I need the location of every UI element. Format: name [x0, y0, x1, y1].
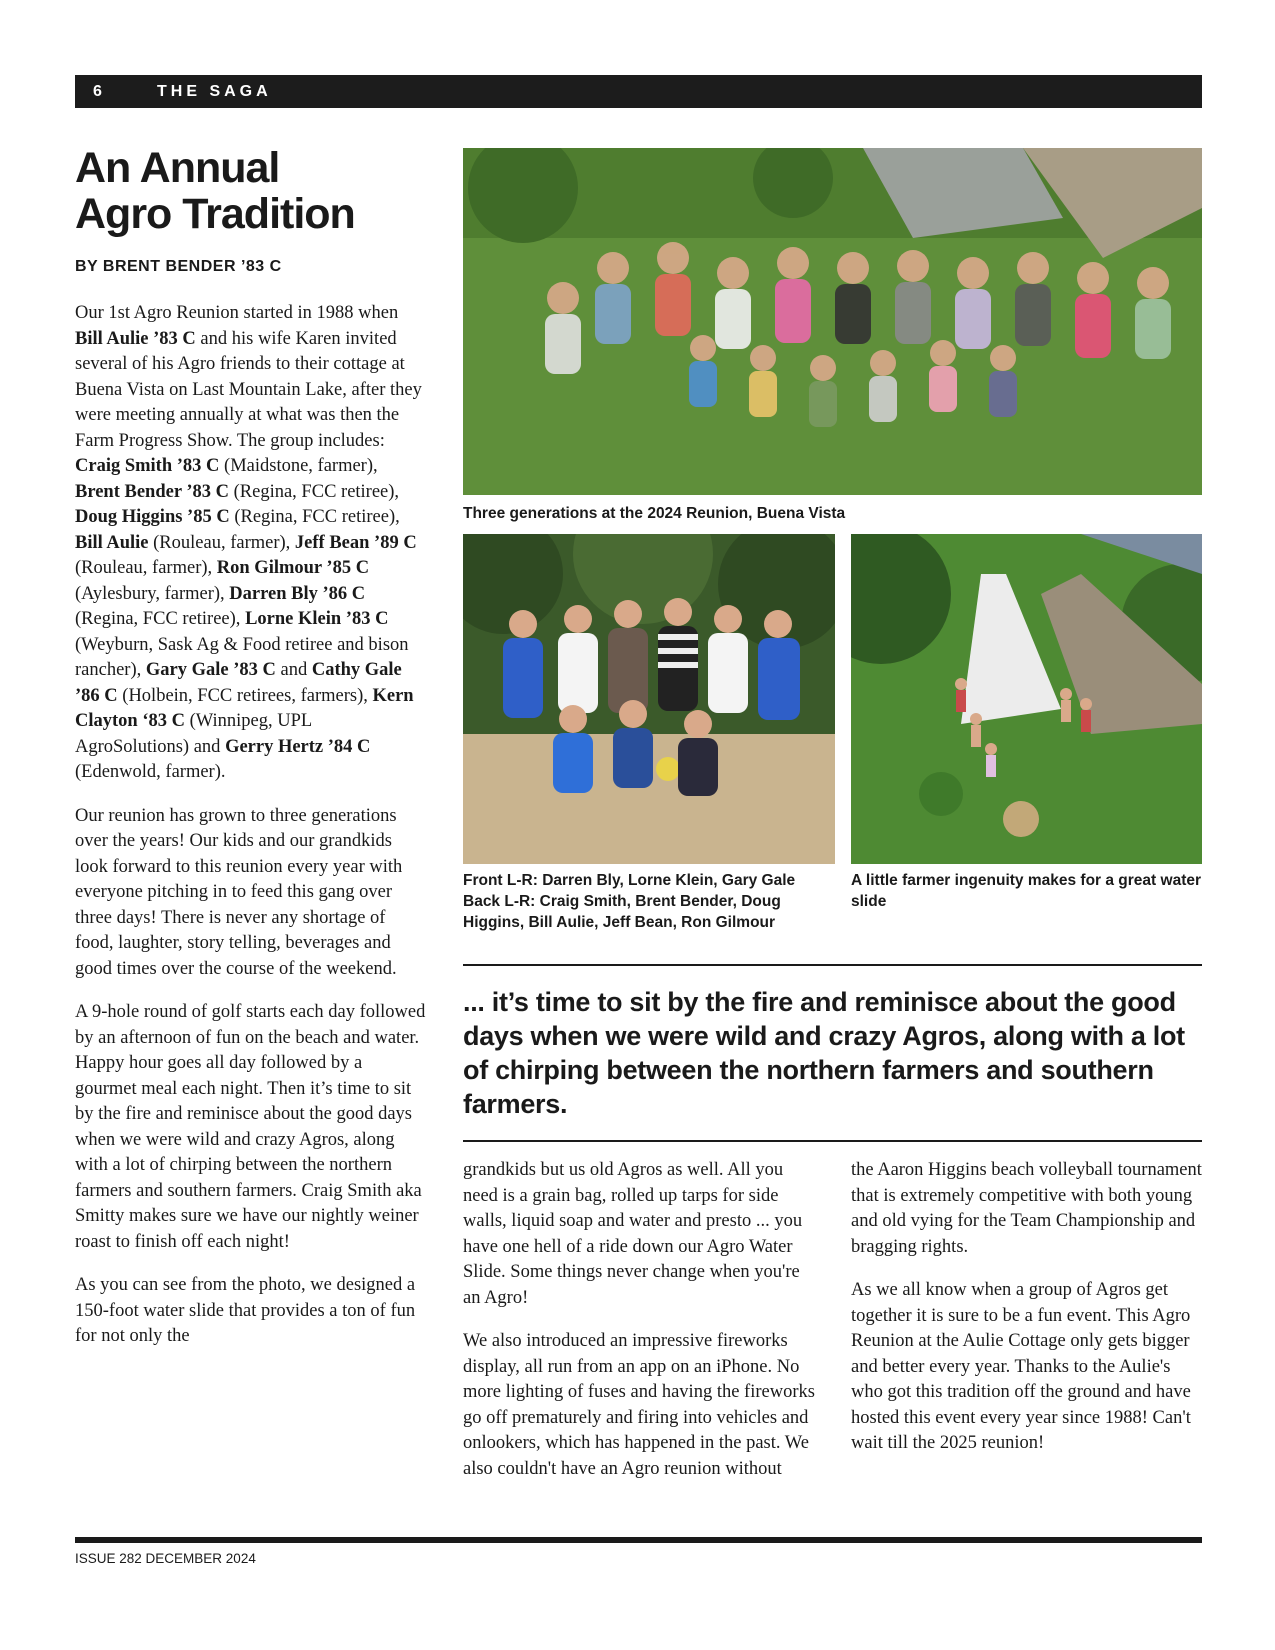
name-doug-higgins: Doug Higgins ’85 C — [75, 507, 230, 527]
name-kern-clayton: Kern Clayton ‘83 C — [75, 685, 414, 731]
publication-name: THE SAGA — [157, 83, 272, 100]
article-column-2 — [463, 1158, 815, 1500]
caption-volleyball-group: Front L-R: Darren Bly, Lorne Klein, Gary Gale Back L-R: Craig Smith, Brent Bender, Doug Higgins, Bill Aulie, Jeff Bean, Ron Gilmour — [463, 872, 796, 931]
caption-reunion-group: Three generations at the 2024 Reunion, Buena Vista — [463, 505, 846, 522]
name-bill-aulie-2: Bill Aulie — [75, 532, 149, 553]
page-number: 6 — [93, 83, 106, 100]
paragraph-intro: Our 1st Agro Reunion started in 1988 when Bill Aulie ’83 C and his wife Karen invited several of his Agro friends to their cottage at Buena Vista on Last Mountain Lake, after they were meeting annually at what was then the Farm Progress Show. The group includes: Craig Smith ’83 C (Maidstone, farmer), Brent Bender ’83 C (Regina, FCC retiree), Doug Higgins ’85 C (Regina, FCC retiree), Bill Aulie (Rouleau, farmer), Jeff Bean ’89 C (Rouleau, farmer), Ron Gilmour ’85 C (Aylesbury, farmer), Darren Bly ’86 C (Regina, FCC retiree), Lorne Klein ’83 C (Weyburn, Sask Ag & Food retiree and bison rancher), Gary Gale ’83 C and Cathy Gale ’86 C (Holbein, FCC retirees, farmers), Kern Clayton ‘83 C (Winnipeg, UPL AgroSolutions) and Gerry Hertz ’84 C (Edenwold, farmer). — [75, 303, 422, 782]
footer-rule — [75, 1537, 1202, 1543]
name-bill-aulie: Bill Aulie ’83 C — [75, 328, 196, 349]
paragraph-closing: As we all know when a group of Agros get together it is sure to be a fun event. This Agro Reunion at the Aulie Cottage only gets bigger and better every year. Thanks to the Aulie's who got this tradition off the ground and have hosted this event every year since 1988! Can't wait till the 2025 reunion! — [851, 1280, 1191, 1453]
paragraph-growth: Our reunion has grown to three generations over the years! Our kids and our grandkids look forward to this reunion every year with everyone pitching in to feed this gang over three days! There is never any shortage of food, laughter, story telling, beverages and good times over the course of the weekend. — [75, 805, 403, 979]
pullquote-bottom-rule — [463, 1140, 1202, 1142]
caption-water-slide: A little farmer ingenuity makes for a great water slide — [851, 872, 1202, 910]
page-header-bar — [75, 75, 1202, 108]
issue-footer: ISSUE 282 DECEMBER 2024 — [75, 1551, 256, 1566]
name-cathy-gale: Cathy Gale ’86 C — [75, 660, 402, 706]
article-byline: BY BRENT BENDER ’83 C — [75, 258, 282, 275]
name-gerry-hertz: Gerry Hertz ’84 C — [225, 736, 371, 757]
name-gary-gale: Gary Gale ’83 C — [145, 660, 276, 680]
water-slide-photo — [851, 534, 1202, 864]
article-title-line-1: An Annual — [75, 144, 280, 192]
name-darren-bly: Darren Bly ’86 C — [229, 583, 366, 604]
name-craig-smith: Craig Smith ’83 C — [75, 456, 220, 476]
article-column-3 — [851, 1158, 1203, 1475]
pull-quote: ... it’s time to sit by the fire and reminisce about the good days when we were wild and crazy Agros, along with a lot of chirping between the northern farmers and southern farmers. — [463, 987, 1185, 1119]
paragraph-water-slide: As you can see from the photo, we designed a 150-foot water slide that provides a ton of fun for not only the — [75, 1275, 416, 1346]
name-brent-bender: Brent Bender ’83 C — [75, 481, 229, 502]
paragraph-volleyball: the Aaron Higgins beach volleyball tournament that is extremely competitive with both young and old vying for the Team Championship and bragging rights. — [851, 1160, 1202, 1257]
reunion-group-photo — [463, 148, 1202, 495]
paragraph-fireworks: We also introduced an impressive fireworks display, all run from an app on an iPhone. No more lighting of fuses and having the fireworks go off prematurely and firing into vehicles and onlookers, which has happened in the past. We also couldn't have an Agro reunion without — [463, 1331, 815, 1479]
article-title-line-2: Agro Tradition — [75, 190, 355, 238]
name-lorne-klein: Lorne Klein ’83 C — [245, 609, 389, 629]
paragraph-slide-recipe: grandkids but us old Agros as well. All you need is a grain bag, rolled up tarps for side walls, liquid soap and water and presto ... you have one hell of a ride down our Agro Water Slide. Some things never change when you're an Agro! — [463, 1160, 803, 1308]
name-jeff-bean: Jeff Bean ’89 C — [294, 532, 417, 553]
paragraph-activities: A 9-hole round of golf starts each day followed by an afternoon of fun on the beach and water. Happy hour goes all day followed by a gourmet meal each night. Then it’s time to sit by the fire and reminisce about the good days when we were wild and crazy Agros, along with a lot of chirping between the northern farmers and southern farmers. Craig Smith aka Smitty makes sure we have our nightly weiner roast to finish off each night! — [75, 1002, 426, 1252]
article-column-1 — [75, 301, 427, 1368]
name-ron-gilmour: Ron Gilmour ’85 C — [216, 558, 370, 578]
volleyball-group-photo — [463, 534, 835, 864]
article-title — [75, 145, 435, 237]
pullquote-top-rule — [463, 964, 1202, 966]
